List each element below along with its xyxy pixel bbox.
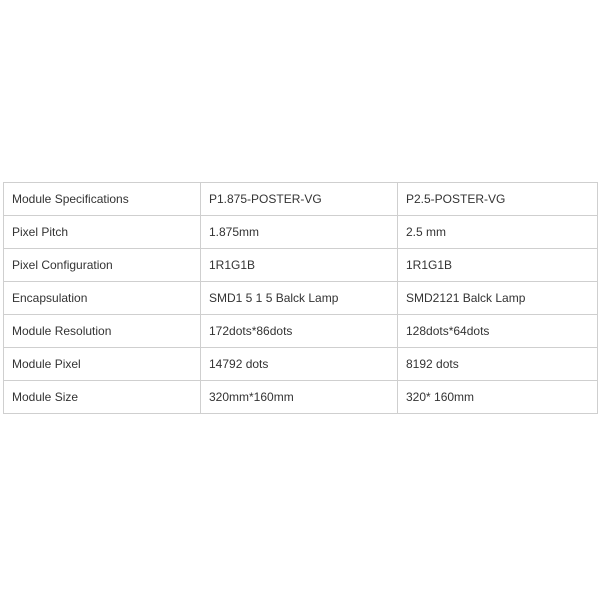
header-label-cell: Module Specifications (4, 183, 201, 216)
table-cell: SMD1 5 1 5 Balck Lamp (201, 282, 398, 315)
row-label: Encapsulation (4, 282, 201, 315)
table-row (4, 348, 598, 381)
row-label: Module Resolution (4, 315, 201, 348)
table-row (4, 315, 598, 348)
table-cell: 1R1G1B (201, 249, 398, 282)
table-cell: 8192 dots (398, 348, 598, 381)
table-cell: 1R1G1B (398, 249, 598, 282)
table-row (4, 216, 598, 249)
table-cell: 14792 dots (201, 348, 398, 381)
row-label: Module Pixel (4, 348, 201, 381)
table-cell: 1.875mm (201, 216, 398, 249)
table-row (4, 249, 598, 282)
model-p1875-header: P1.875-POSTER-VG (201, 183, 398, 216)
table-row (4, 282, 598, 315)
row-label: Pixel Configuration (4, 249, 201, 282)
table-cell: 2.5 mm (398, 216, 598, 249)
table-cell: 172dots*86dots (201, 315, 398, 348)
module-spec-table (3, 182, 598, 414)
table-cell: SMD2121 Balck Lamp (398, 282, 598, 315)
table-row (4, 381, 598, 414)
model-p25-header: P2.5-POSTER-VG (398, 183, 598, 216)
row-label: Pixel Pitch (4, 216, 201, 249)
table-cell: 128dots*64dots (398, 315, 598, 348)
table-cell: 320* 160mm (398, 381, 598, 414)
row-label: Module Size (4, 381, 201, 414)
table-row (4, 183, 598, 216)
table-cell: 320mm*160mm (201, 381, 398, 414)
